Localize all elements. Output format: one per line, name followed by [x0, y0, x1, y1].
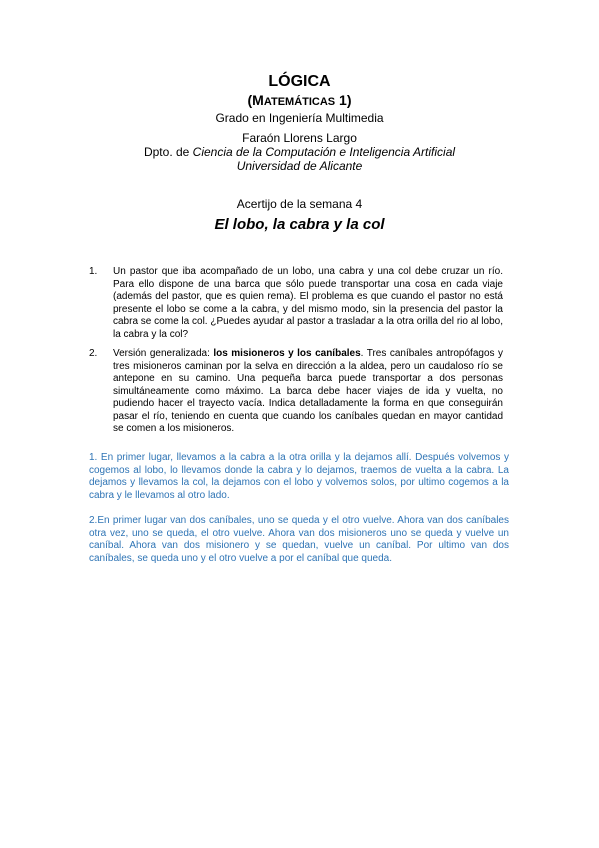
puzzle-title: El lobo, la cabra y la col [214, 216, 385, 233]
problem-text-bold: los misioneros y los caníbales [213, 348, 361, 359]
department-name: Ciencia de la Computación e Inteligencia Artificial [192, 145, 456, 159]
problem-1 [89, 266, 503, 341]
answer-1: 1. En primer lugar, llevamos a la cabra a la otra orilla y la dejamos allí. Después volvemos y cogemos al lobo, lo llevamos donde la cabra y lo dejamos, traemos de vuelta a la cabra. La dejamos y llevamos la col, la dejamos con el lobo y volvemos solos, por ultimo cogemos a la cabra y le llevamos al otro lado. [89, 452, 509, 501]
course-subtitle [0, 92, 599, 108]
problem-number: 1. [89, 266, 98, 277]
department [0, 145, 599, 159]
problem-number: 2. [89, 348, 98, 359]
problem-text [113, 348, 503, 436]
problem-text-after: . Tres caníbales antropófagos y tres misioneros caminan por la selva en dirección a la aldea, pero un caudaloso río se antepone en su camino. Una pequeña barca puede transportar a dos personas simultáneamente como máximo. La barca debe hacer viajes de ida y vuelta, no pudiendo hacer el trayecto vacía. Indica detalladamente la forma en que conseguirán pasar el río, teniendo en cuenta que cuando los caníbales quedan en mayor cantidad se comen a los misioneros. [113, 348, 503, 434]
answer-2: 2.En primer lugar van dos caníbales, uno se queda y el otro vuelve. Ahora van dos caníbales otra vez, uno se queda, el otro vuelve. Ahora van dos misioneros uno se queda y vuelve un caníbal. Ahora van dos misionero y se quedan, vuelve un caníbal. Por ultimo van dos caníbales, se queda uno y el otro vuelve a por el caníbal que queda. [89, 515, 509, 564]
course-title: LÓGICA [268, 73, 331, 90]
puzzle-week: Acertijo de la semana 4 [236, 197, 363, 211]
subtitle-smallcaps: ATEMÁTICAS [263, 96, 336, 108]
problem-text-before: Versión generalizada: [113, 348, 214, 359]
problem-text: Un pastor que iba acompañado de un lobo, una cabra y una col debe cruzar un río. Para ello dispone de una barca que sólo puede transportar una cosa en cada viaje (además del pastor, que es quien rema). El problema es que cuando el pastor no está presente el lobo se come a la cabra, y del mismo modo, sin la presencia del pastor la cabra se come la col. ¿Puedes ayudar al pastor a trasladar a la otra orilla del rio al lobo, la cabra y la col? [113, 266, 503, 340]
university-name: Universidad de Alicante [236, 159, 363, 173]
author-name: Faraón Llorens Largo [242, 131, 357, 145]
subtitle-open: (M [247, 92, 264, 108]
degree-name: Grado en Ingeniería Multimedia [215, 111, 384, 125]
subtitle-close: 1) [335, 92, 352, 108]
department-prefix: Dpto. de [143, 145, 193, 159]
problem-2 [89, 348, 503, 436]
